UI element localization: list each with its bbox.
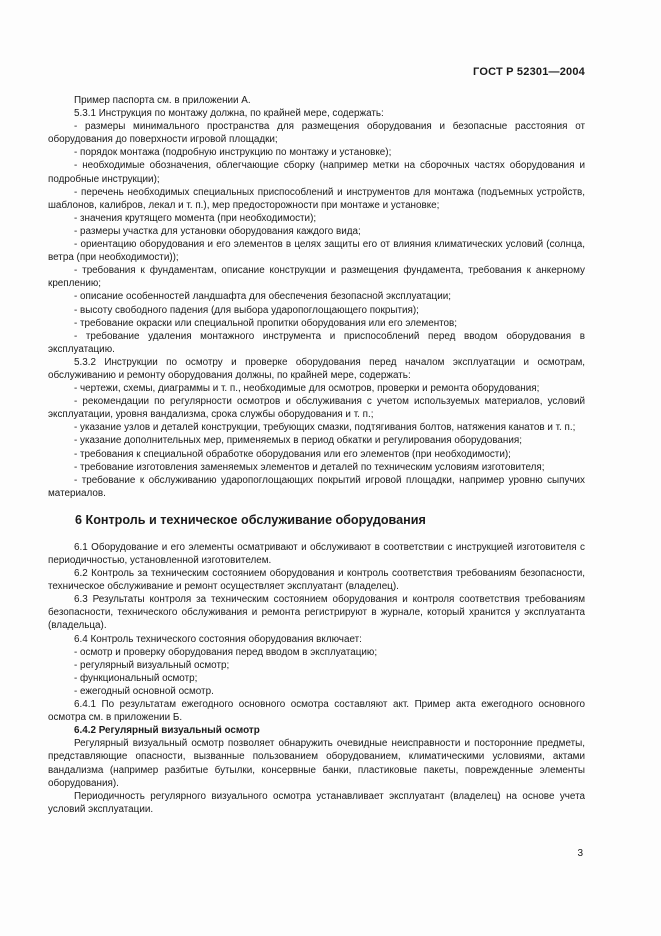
paragraph: - необходимые обозначения, облегчающие сборку (например метки на сборочных частях оборудования и подробные инструкции); xyxy=(48,160,585,185)
paragraph: - порядок монтажа (подробную инструкцию по монтажу и установке); xyxy=(74,147,392,159)
paragraph: 6.3 Результаты контроля за техническим состоянием оборудования и контроля соответствия требованиям безопасности, технического обслуживания и ремонта регистрируют в журнале, который хранится у эксплуатанта (владельца). xyxy=(48,594,585,632)
paragraph: - требование окраски или специальной пропитки оборудования или его элементов; xyxy=(74,317,458,329)
paragraph: - перечень необходимых специальных приспособлений и инструментов для монтажа (подъемных устройств, шаблонов, калибров, лекал и т. п.), мер предосторожности при монтаже и установке; xyxy=(48,186,585,211)
paragraph: Периодичность регулярного визуального осмотра устанавливает эксплуатант (владелец) на основе учета условий эксплуатации. xyxy=(48,790,585,815)
paragraph: - функциональный осмотр; xyxy=(74,672,198,684)
paragraph: - требование удаления монтажного инструмента и приспособлений перед вводом оборудования в эксплуатацию. xyxy=(48,330,585,355)
paragraph: Регулярный визуальный осмотр позволяет обнаружить очевидные неисправности и посторонние предметы, представляющие опасности, вызванные пользованием оборудованием, климатическими условиями, актами вандализма (например разбитые бутылки, консервные банки, пластиковые пакеты, поврежденные элементы оборудования). xyxy=(48,738,585,789)
paragraph: 6.2 Контроль за техническим состоянием оборудования и контроль соответствия требованиям безопасности, техническое обслуживание и ремонт осуществляет эксплуатант (владелец). xyxy=(48,568,585,593)
paragraph: - требования к специальной обработке оборудования или его элементов (при необходимости); xyxy=(74,448,511,460)
subsection-6-4-2-heading: 6.4.2 Регулярный визуальный осмотр xyxy=(74,725,260,737)
paragraph: 6.1 Оборудование и его элементы осматривают и обслуживают в соответствии с инструкцией изготовителя с периодичностью, установленной изготовителем. xyxy=(48,541,585,566)
paragraph: - описание особенностей ландшафта для обеспечения безопасной эксплуатации; xyxy=(74,291,451,303)
section-5-3-text xyxy=(48,94,585,500)
paragraph: - рекомендации по регулярности осмотров и обслуживания с учетом используемых материалов, условий эксплуатации, уровня вандализма, срока службы оборудования и т. п.; xyxy=(48,396,585,421)
paragraph: - чертежи, схемы, диаграммы и т. п., необходимые для осмотров, проверки и ремонта оборудования; xyxy=(74,383,540,395)
page-number: 3 xyxy=(577,848,583,859)
paragraph: - указание дополнительных мер, применяемых в период обкатки и регулирования оборудования; xyxy=(74,435,522,447)
paragraph: - ежегодный основной осмотр. xyxy=(74,685,214,697)
paragraph: - ориентацию оборудования и его элементов в целях защиты его от влияния климатических условий (солнца, ветра (при необходимости)); xyxy=(48,239,585,264)
paragraph: 5.3.2 Инструкции по осмотру и проверке оборудования перед началом эксплуатации и осмотрам, обслуживанию и ремонту оборудования должны, по крайней мере, содержать: xyxy=(48,356,585,381)
section-6-heading: 6 Контроль и техническое обслуживание оборудования xyxy=(75,512,426,527)
document-body xyxy=(48,94,585,816)
paragraph: - требование к обслуживанию ударопоглощающих покрытий игровой площадки, например уровню сыпучих материалов. xyxy=(48,474,585,499)
subsection-6-4-2-text xyxy=(48,737,585,816)
document-header: ГОСТ Р 52301—2004 xyxy=(473,66,585,78)
paragraph: - требование изготовления заменяемых элементов и деталей по техническим условиям изготовителя; xyxy=(74,461,545,473)
paragraph: - осмотр и проверку оборудования перед вводом в эксплуатацию; xyxy=(74,646,378,658)
paragraph: - размеры участка для установки оборудования каждого вида; xyxy=(74,225,361,237)
paragraph: Пример паспорта см. в приложении А. xyxy=(74,95,251,106)
paragraph: 6.4.1 По результатам ежегодного основного осмотра составляют акт. Пример акта ежегодного основного осмотра см. в приложении Б. xyxy=(48,699,585,724)
paragraph: - указание узлов и деталей конструкции, требующих смазки, подтягивания болтов, натяжения канатов и т. п.; xyxy=(74,422,576,434)
paragraph: - требования к фундаментам, описание конструкции и размещения фундамента, требования к анкерному креплению; xyxy=(48,265,585,290)
paragraph: - размеры минимального пространства для размещения оборудования и безопасные расстояния от оборудования до поверхности игровой площадки; xyxy=(48,121,585,146)
section-6-text xyxy=(48,541,585,724)
paragraph: - высоту свободного падения (для выбора ударопоглощающего покрытия); xyxy=(74,304,419,316)
paragraph: - регулярный визуальный осмотр; xyxy=(74,659,230,671)
paragraph: - значения крутящего момента (при необходимости); xyxy=(74,212,317,224)
paragraph: 5.3.1 Инструкция по монтажу должна, по крайней мере, содержать: xyxy=(74,108,384,120)
paragraph: 6.4 Контроль технического состояния оборудования включает: xyxy=(74,633,362,645)
